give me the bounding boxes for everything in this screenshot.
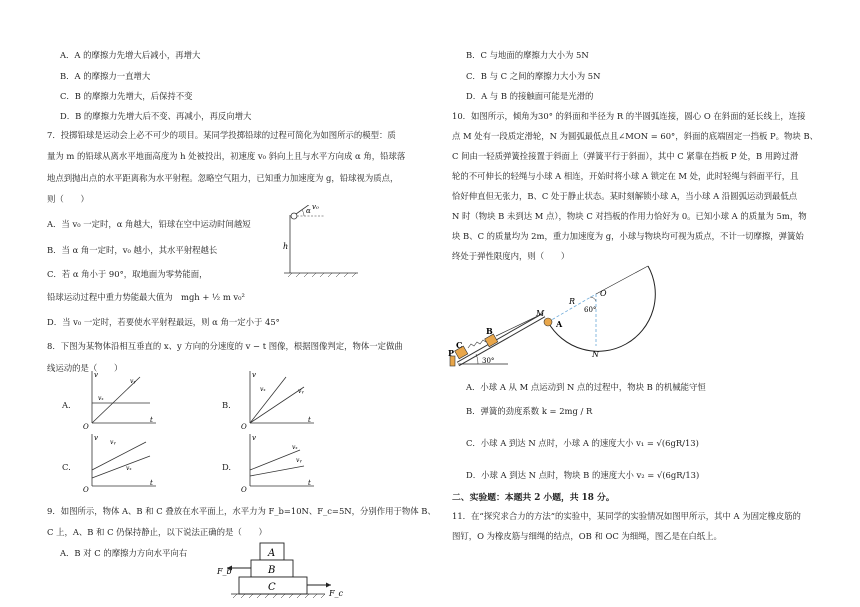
q8-stem-line2: 线运动的是（ ）: [47, 363, 123, 373]
q11-stem-line1: 11．在“探究求合力的方法”的实验中，某同学的实验情况如图甲所示，其中 A 为固定橡皮筋的: [452, 511, 801, 521]
q9-option-d: D．A 与 B 的接触面可能是光滑的: [466, 91, 594, 101]
alpha-label: α: [306, 207, 311, 215]
incline-semicircle-figure: [448, 262, 678, 374]
q8-option-b-label: B.: [222, 400, 231, 410]
origin: O: [83, 486, 89, 492]
axis-v: v: [94, 434, 98, 442]
q10-stem-line6: N 时（物块 B 未到达 M 点），物块 C 对挡板的作用力恰好为 0。已知小球 A 的质量为 5m，物: [452, 211, 807, 221]
q7-option-d: D．当 v₀ 一定时，若要使水平射程最远，则 α 角一定小于 45°: [47, 317, 280, 327]
vt-graph-c: [80, 430, 160, 492]
origin: O: [241, 486, 247, 492]
q9-stem-line1: 9．如图所示，物体 A、B 和 C 叠放在水平面上，水平力为 F_b=10N、F_c=5N，分别作用于物体 B、: [47, 506, 436, 516]
block-c-label: C: [456, 340, 463, 350]
vx-label: vₓ: [260, 386, 266, 393]
q10-stem-line7: 块 B、C 的质量均为 2m，重力加速度为 g，小球与物块均可视为质点，不计一切摩擦，弹簧始: [452, 231, 804, 241]
q10-option-b: B．弹簧的劲度系数 k = 2mg / R: [466, 406, 593, 416]
radius-label: R: [569, 297, 576, 306]
q6-option-d: D．B 的摩擦力先增大后不变、再减小，再反向增大: [60, 111, 252, 121]
q7-stem-line1: 7．投掷铅球是运动会上必不可少的项目。某同学投掷铅球的过程可简化为如图所示的模型：质: [47, 130, 396, 140]
q6-option-c: C．B 的摩擦力先增大，后保持不变: [60, 91, 193, 101]
q6-option-a: A．A 的摩擦力先增大后减小，再增大: [60, 50, 201, 60]
vx-label: vₓ: [292, 444, 298, 451]
q10-stem-line5: 恰好伸直但无张力，B、C 处于静止状态。某时刻解锁小球 A，当小球 A 沿圆弧运动到最低点: [452, 191, 798, 201]
q10-option-c: C．小球 A 到达 N 点时，小球 A 的速度大小 v₁ = √(6gR/13): [466, 438, 699, 448]
vy-label: vᵧ: [296, 457, 302, 464]
shot-put-figure: [280, 205, 360, 280]
axis-t: t: [150, 416, 153, 424]
vy-label: vᵧ: [298, 388, 304, 395]
force-fc-label: F_c: [329, 589, 344, 598]
plate-p-label: P: [448, 348, 455, 358]
vt-graph-a: [80, 367, 160, 429]
block-b-label: B: [486, 326, 493, 336]
axis-t: t: [308, 416, 311, 424]
point-m-label: M: [536, 309, 545, 318]
vx-label: vₓ: [98, 395, 104, 402]
vt-graph-b: [238, 367, 318, 429]
block-b-label: B: [268, 565, 276, 576]
q10-stem-line4: 轮的不可伸长的轻绳与小球 A 相连，开始时将小球 A 锁定在 M 处，此时轻绳与斜面平行，且: [452, 171, 799, 181]
q7-option-c-line1: C．若 α 角小于 90°，取地面为零势能面，: [47, 269, 208, 279]
vy-label: vᵧ: [130, 378, 136, 385]
origin: O: [83, 423, 89, 429]
q7-stem-line2: 量为 m 的铅球从离水平地面高度为 h 处被投出，初速度 v₀ 斜向上且与水平方向成 α 角，铅球落: [47, 151, 406, 161]
angle-30-label: 30°: [482, 357, 495, 365]
q8-option-c-label: C.: [62, 462, 71, 472]
q7-option-c-line2: 铅球运动过程中重力势能最大值为 mgh + ½ m v₀²: [47, 292, 245, 302]
force-fb-label: F_b: [217, 567, 232, 576]
section-heading-experiment: 二、实验题：本题共 2 小题，共 18 分。: [452, 493, 615, 503]
q7-option-a: A．当 v₀ 一定时，α 角越大，铅球在空中运动时间越短: [47, 219, 251, 229]
q9-option-a: A．B 对 C 的摩擦力方向水平向右: [60, 548, 188, 558]
q8-option-a-label: A.: [62, 400, 71, 410]
q10-stem-line2: 点 M 处有一段质定滑轮，N 为圆弧最低点且∠MON = 60°，斜面的底端固定一挡板 P。物块 B、: [452, 131, 818, 141]
ball-a-label: A: [556, 319, 563, 329]
q11-stem-line2: 图钉，O 为橡皮筋与细绳的结点，OB 和 OC 为细绳，图乙是在白纸上。: [452, 531, 722, 541]
h-label: h: [283, 242, 289, 251]
axis-t: t: [150, 479, 153, 487]
axis-v: v: [94, 371, 98, 379]
q10-option-d: D．小球 A 到达 N 点时，物块 B 的速度大小 v₂ = √(6gR/13): [466, 470, 700, 480]
q10-stem-line8: 终处于弹性限度内，则（ ）: [452, 251, 570, 261]
q10-stem-line1: 10．如图所示，倾角为30° 的斜面和半径为 R 的半圆弧连接，圆心 O 在斜面的延长线上，连接: [452, 111, 806, 121]
q7-stem-line3: 地点到抛出点的水平距离称为水平射程。忽略空气阻力，已知重力加速度为 g，铅球视为质点，: [47, 173, 399, 183]
block-a-label: A: [268, 548, 276, 559]
point-n-label: N: [592, 350, 599, 359]
q9-stem-line2: C 上，A、B 和 C 仍保持静止，以下说法正确的是（ ）: [47, 527, 267, 537]
q10-stem-line3: C 间由一轻质弹簧拴接置于斜面上（弹簧平行于斜面），其中 C 紧靠在挡板 P 处，B 用跨过滑: [452, 151, 799, 161]
q9-option-c: C．B 与 C 之间的摩擦力大小为 5N: [466, 71, 601, 81]
axis-v: v: [252, 371, 256, 379]
q9-option-b: B．C 与地面的摩擦力大小为 5N: [466, 50, 589, 60]
block-c-label: C: [268, 582, 276, 593]
vy-label: vᵧ: [110, 439, 116, 446]
vx-label: vₓ: [126, 465, 132, 472]
q8-option-d-label: D.: [222, 462, 232, 472]
vt-graph-d: [238, 430, 318, 492]
q6-option-b: B．A 的摩擦力一直增大: [60, 71, 151, 81]
axis-t: t: [308, 479, 311, 487]
q7-stem-line4: 则（ ）: [47, 194, 89, 204]
origin: O: [241, 423, 247, 429]
axis-v: v: [252, 434, 256, 442]
angle-60-label: 60°: [584, 306, 597, 314]
q10-option-a: A．小球 A 从 M 点运动到 N 点的过程中，物块 B 的机械能守恒: [466, 382, 706, 392]
q7-option-b: B．当 α 角一定时，v₀ 越小，其水平射程越长: [47, 245, 218, 255]
stacked-blocks-figure: [215, 540, 345, 605]
q8-stem-line1: 8．下图为某物体沿相互垂直的 x、y 方向的分速度的 v − t 图像，根据图像判定，物体一定做曲: [47, 341, 403, 351]
v0-label: v₀: [312, 205, 319, 211]
center-o-label: O: [600, 289, 607, 298]
